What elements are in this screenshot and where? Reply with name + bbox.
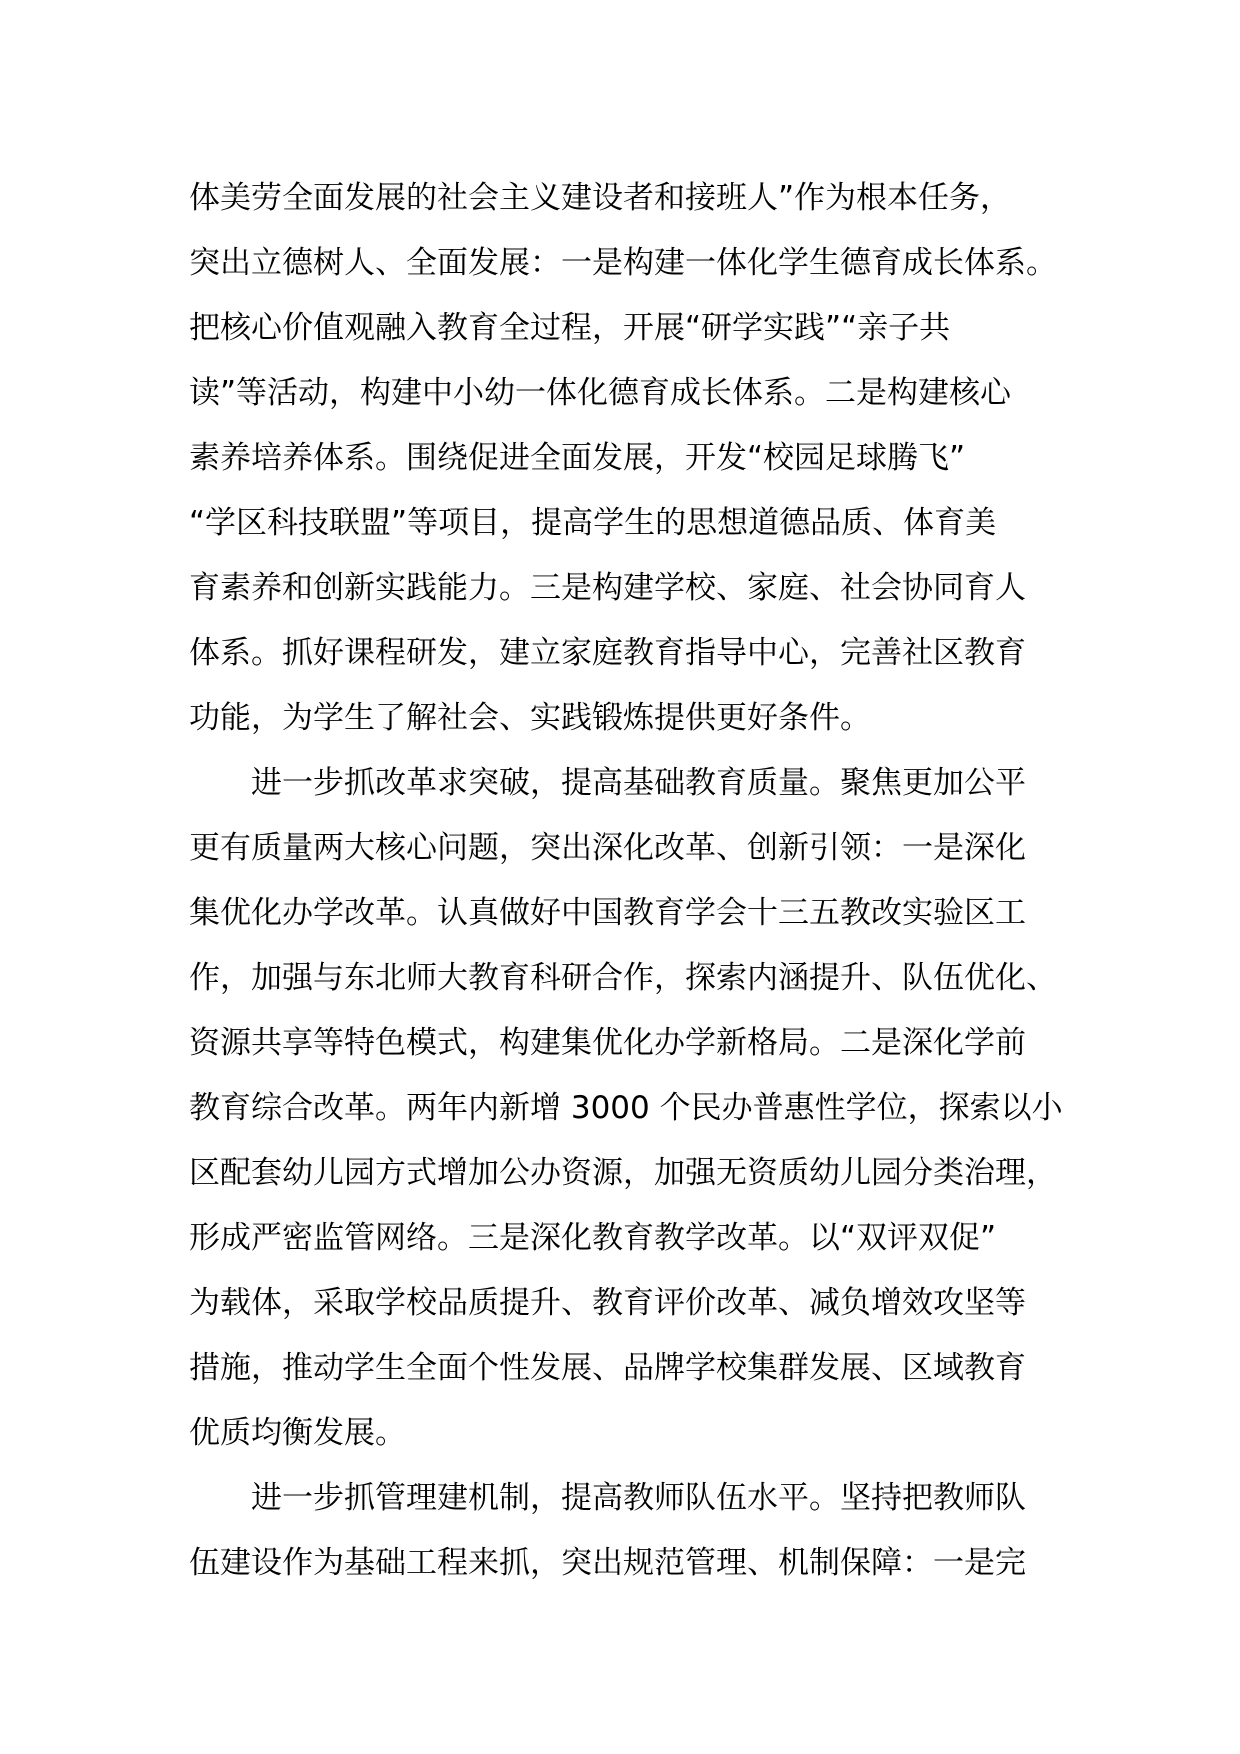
text-line: 伍建设作为基础工程来抓，突出规范管理、机制保障：一是完: [189, 1545, 1026, 1581]
text-line: 把核心价值观融入教育全过程，开展“研学实践”“亲子共: [189, 310, 951, 346]
text-line: 措施，推动学生全面个性发展、品牌学校集群发展、区域教育: [189, 1350, 1026, 1386]
text-line: 资源共享等特色模式，构建集优化办学新格局。二是深化学前: [189, 1025, 1026, 1061]
text-line: 形成严密监管网络。三是深化教育教学改革。以“双评双促”: [189, 1220, 997, 1256]
text-line: 集优化办学改革。认真做好中国教育学会十三五教改实验区工: [189, 895, 1026, 931]
text-line: 作，加强与东北师大教育科研合作，探索内涵提升、队伍优化、: [189, 960, 1057, 996]
text-line: 突出立德树人、全面发展：一是构建一体化学生德育成长体系。: [189, 245, 1057, 281]
text-line: “学区科技联盟”等项目，提高学生的思想道德品质、体育美: [189, 505, 997, 541]
text-line: 优质均衡发展。: [189, 1415, 406, 1451]
text-line: 读”等活动，构建中小幼一体化德育成长体系。二是构建核心: [189, 375, 1012, 411]
paragraph-3: [189, 1466, 1089, 1596]
paragraph-1: [189, 166, 1089, 751]
text-line: 体美劳全面发展的社会主义建设者和接班人”作为根本任务，: [189, 180, 1012, 216]
body-text: [189, 166, 1089, 1596]
text-line: 教育综合改革。两年内新增 3000 个民办普惠性学位，探索以小: [189, 1090, 1063, 1126]
text-line: 进一步抓改革求突破，提高基础教育质量。聚焦更加公平: [251, 765, 1026, 801]
text-line: 体系。抓好课程研发，建立家庭教育指导中心，完善社区教育: [189, 635, 1026, 671]
text-line: 区配套幼儿园方式增加公办资源，加强无资质幼儿园分类治理，: [189, 1155, 1057, 1191]
text-line: 为载体，采取学校品质提升、教育评价改革、减负增效攻坚等: [189, 1285, 1026, 1321]
text-line: 育素养和创新实践能力。三是构建学校、家庭、社会协同育人: [189, 570, 1026, 606]
text-line: 进一步抓管理建机制，提高教师队伍水平。坚持把教师队: [251, 1480, 1026, 1516]
text-line: 更有质量两大核心问题，突出深化改革、创新引领：一是深化: [189, 830, 1026, 866]
text-line: 功能，为学生了解社会、实践锻炼提供更好条件。: [189, 700, 871, 736]
text-line: 素养培养体系。围绕促进全面发展，开发“校园足球腾飞”: [189, 440, 966, 476]
paragraph-2: [189, 751, 1089, 1466]
